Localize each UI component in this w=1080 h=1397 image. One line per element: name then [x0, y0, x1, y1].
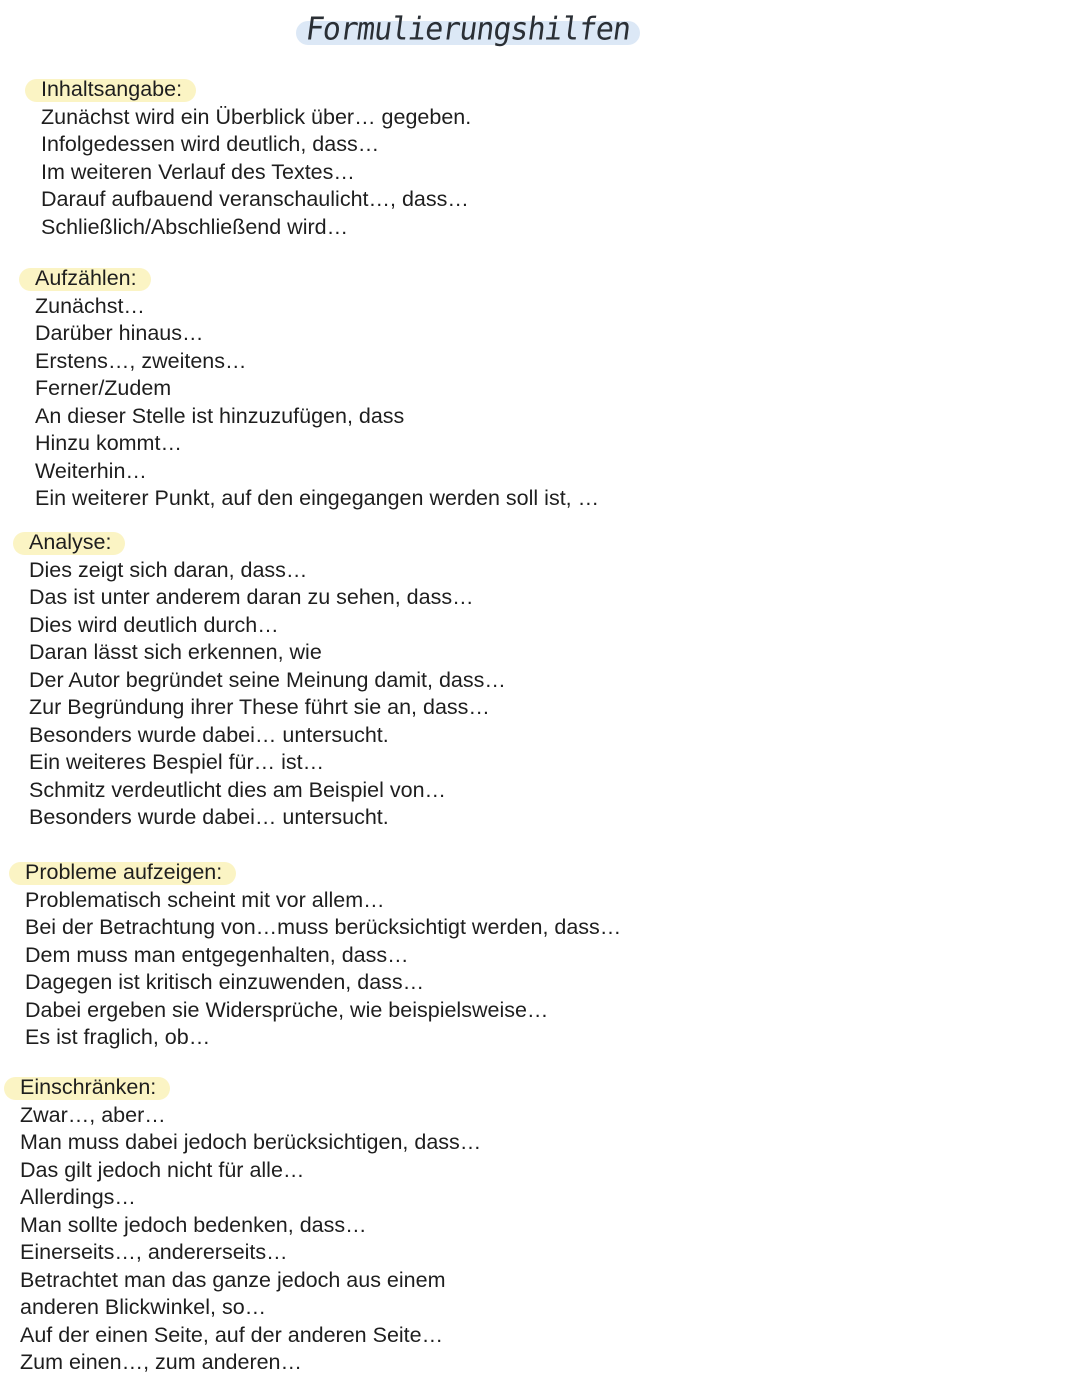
- phrase-line: Schließlich/Abschließend wird…: [41, 214, 349, 239]
- phrase-line: Besonders wurde dabei… untersucht.: [29, 722, 389, 747]
- phrase-line: Ferner/Zudem: [35, 376, 172, 400]
- phrase-list: [20, 1102, 481, 1377]
- phrase-line: Dies zeigt sich daran, dass…: [29, 557, 308, 582]
- title-text: Formulierungshilfen: [303, 11, 633, 48]
- phrase-line: Daran lässt sich erkennen, wie: [29, 640, 322, 664]
- phrase-line: Betrachtet man das ganze jedoch aus einem: [20, 1267, 446, 1292]
- phrase-line: Weiterhin…: [35, 458, 147, 483]
- section-aufzaehlen: [35, 265, 599, 513]
- phrase-line: Erstens…, zweitens…: [35, 348, 247, 373]
- phrase-line: Dagegen ist kritisch einzuwenden, dass…: [25, 970, 425, 994]
- phrase-line: Allerdings…: [20, 1185, 136, 1209]
- phrase-line: Infolgedessen wird deutlich, dass…: [41, 132, 380, 156]
- phrase-line: Dem muss man entgegenhalten, dass…: [25, 942, 409, 967]
- section-analyse: [29, 529, 506, 832]
- phrase-line: Bei der Betrachtung von…muss berücksichtigt werden, dass…: [25, 915, 622, 939]
- phrase-line: Problematisch scheint mit vor allem…: [25, 887, 385, 912]
- phrase-line: Zwar…, aber…: [20, 1102, 166, 1127]
- phrase-line: anderen Blickwinkel, so…: [20, 1295, 267, 1319]
- phrase-line: An dieser Stelle ist hinzuzufügen, dass: [35, 403, 405, 428]
- phrase-list: [41, 104, 471, 242]
- section-probleme-aufzeigen: [25, 859, 621, 1052]
- phrase-line: Im weiteren Verlauf des Textes…: [41, 159, 355, 184]
- phrase-line: Zur Begründung ihrer These führt sie an, dass…: [29, 695, 490, 719]
- phrase-line: Dies wird deutlich durch…: [29, 612, 279, 637]
- phrase-line: Darauf aufbauend veranschaulicht…, dass…: [41, 187, 469, 211]
- phrase-line: Auf der einen Seite, auf der anderen Seite…: [20, 1322, 444, 1347]
- phrase-line: Zunächst…: [35, 293, 145, 318]
- phrase-line: Ein weiteres Bespiel für… ist…: [29, 750, 325, 774]
- phrase-line: Man muss dabei jedoch berücksichtigen, dass…: [20, 1130, 482, 1154]
- section-heading: Analyse:: [29, 529, 125, 557]
- phrase-line: Schmitz verdeutlicht dies am Beispiel von…: [29, 777, 447, 802]
- phrase-line: Einerseits…, andererseits…: [20, 1240, 288, 1264]
- phrase-line: Es ist fraglich, ob…: [25, 1025, 211, 1049]
- section-heading: Probleme aufzeigen:: [25, 859, 236, 887]
- phrase-line: Besonders wurde dabei… untersucht.: [29, 805, 389, 829]
- phrase-line: Hinzu kommt…: [35, 431, 182, 455]
- phrase-line: Das gilt jedoch nicht für alle…: [20, 1157, 305, 1182]
- section-heading: Inhaltsangabe:: [41, 76, 196, 104]
- phrase-list: [35, 293, 599, 513]
- phrase-line: Zum einen…, zum anderen…: [20, 1350, 303, 1374]
- phrase-line: Zunächst wird ein Überblick über… gegeben.: [41, 104, 472, 129]
- phrase-line: Dabei ergeben sie Widersprüche, wie beispielsweise…: [25, 997, 549, 1022]
- phrase-line: Ein weiterer Punkt, auf den eingegangen werden soll ist, …: [35, 486, 600, 510]
- phrase-list: [25, 887, 621, 1052]
- phrase-line: Man sollte jedoch bedenken, dass…: [20, 1212, 367, 1237]
- phrase-line: Der Autor begründet seine Meinung damit, dass…: [29, 667, 506, 692]
- phrase-line: Darüber hinaus…: [35, 321, 204, 345]
- section-heading: Einschränken:: [20, 1074, 170, 1102]
- section-einschraenken: [20, 1074, 481, 1377]
- phrase-list: [29, 557, 506, 832]
- section-inhaltsangabe: [41, 76, 471, 241]
- page-title: [296, 11, 640, 50]
- section-heading: Aufzählen:: [35, 265, 151, 293]
- phrase-line: Das ist unter anderem daran zu sehen, dass…: [29, 585, 474, 609]
